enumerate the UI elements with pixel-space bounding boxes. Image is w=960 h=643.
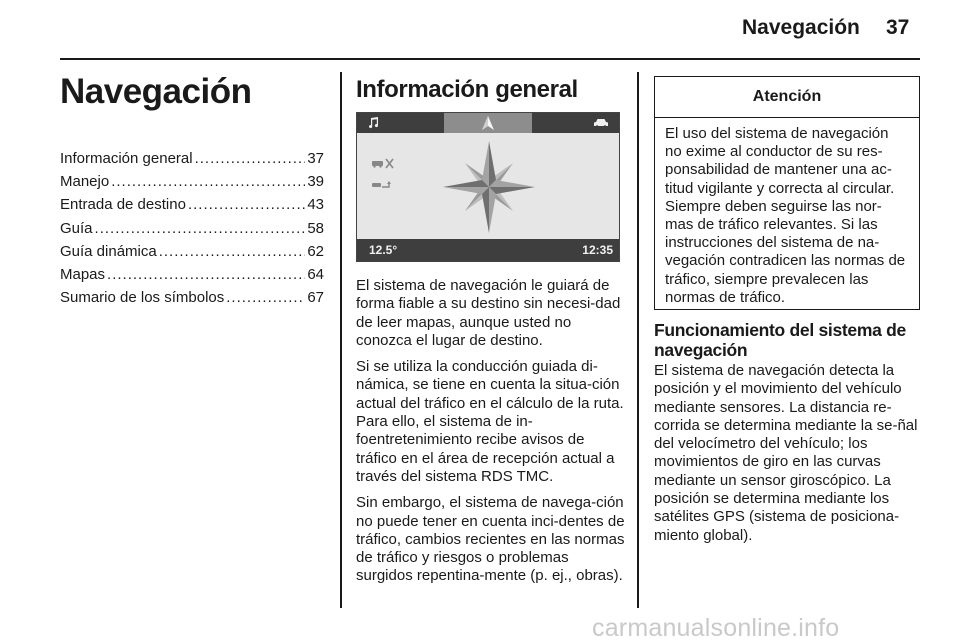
toc-entry-page: 64 — [307, 265, 324, 283]
toc-entry-label: Entrada de destino — [60, 196, 186, 214]
subsection-body: El sistema de navegación detecta la posición y el movimiento del vehículo mediante sensores. La distancia re-corrida se determina mediante la se-ñal del velocímetro del vehículo; los movimientos de giro en las curvas mediante un sensor giroscópico. La posición se determina mediante los satélites GPS (sistema de posiciona-miento global). — [654, 362, 918, 544]
toc-entry[interactable] — [60, 289, 324, 312]
toc-entry-label: Guía dinámica — [60, 242, 157, 260]
toc-entry-page: 67 — [307, 289, 324, 307]
body-paragraph: Sin embargo, el sistema de navega-ción no puede tener en cuenta inci-dentes de tráfico, cambios recientes en las normas de tráfico y riesgos o problemas surgidos repentina-mente (p. ej., obras). — [356, 494, 625, 585]
toc-entry-page: 37 — [307, 150, 324, 167]
column-divider-right — [637, 72, 639, 608]
subsection-title: Funcionamiento del sistema de navegación — [654, 320, 906, 360]
screen-clock: 12:35 — [582, 243, 613, 257]
toc-leader-dots — [95, 220, 306, 237]
body-paragraph: El sistema de navegación le guiará de forma fiable a su destino sin necesi-dad de leer mapas, aunque usted no conozca el lugar de destino. — [356, 277, 621, 349]
toc-entry-label: Manejo — [60, 173, 110, 191]
running-header-title: Navegación — [742, 16, 860, 39]
screen-temperature: 12.5° — [369, 243, 398, 257]
toc-entry-page: 43 — [307, 196, 324, 214]
toc-entry-label: Mapas — [60, 265, 106, 283]
route-icon — [372, 181, 391, 187]
notice-text: El uso del sistema de navegación no exime al conductor de su res-ponsabilidad de mantener una ac-titud vigilante y correcta al circular. Siempre deben seguirse las nor-mas de tráfico relevantes. Si las instrucciones del sistema de na-vegación contradicen las normas de tráfico, siempre prevalecen las normas de tráfico. — [665, 125, 906, 306]
warning-notice-box — [654, 76, 920, 310]
toc-entry[interactable] — [60, 243, 324, 266]
toc-leader-dots — [195, 150, 306, 167]
screen-top-bar — [357, 113, 619, 133]
screen-side-icons — [371, 157, 405, 202]
body-paragraph: Si se utiliza la conducción guiada di-námica, se tiene en cuenta la situa-ción actual del tráfico en el cálculo de la ruta. Para ello, el sistema de in-foentretenimiento recibe avisos de tráfico en el área de recepción actual a través del sistema RDS TMC. — [356, 358, 624, 485]
car-icon — [532, 113, 619, 133]
screen-status-bar — [357, 239, 619, 261]
notice-title: Atención — [655, 77, 919, 118]
compass-rose-icon — [441, 139, 537, 240]
toc-entry-label: Guía — [60, 219, 93, 237]
navigation-arrow-icon — [444, 113, 531, 133]
header-divider — [60, 58, 920, 60]
traffic-off-icon — [372, 159, 393, 168]
toc-leader-dots — [226, 289, 305, 306]
navigation-screen-illustration — [356, 112, 620, 262]
toc-entry-page: 39 — [307, 173, 324, 191]
toc-entry[interactable] — [60, 150, 324, 173]
section-body — [356, 277, 626, 594]
page-number: 37 — [886, 16, 910, 39]
toc-entry[interactable] — [60, 173, 324, 196]
toc-entry-label: Información general — [60, 150, 193, 167]
toc-leader-dots — [107, 266, 305, 283]
toc-entry-page: 62 — [307, 242, 324, 260]
toc-entry-page: 58 — [307, 219, 324, 237]
chapter-title: Navegación — [60, 72, 252, 111]
toc-leader-dots — [188, 196, 305, 213]
toc-entry[interactable] — [60, 220, 324, 243]
toc-entry[interactable] — [60, 266, 324, 289]
table-of-contents — [60, 150, 324, 312]
toc-leader-dots — [111, 173, 305, 190]
toc-leader-dots — [159, 243, 306, 260]
toc-entry[interactable] — [60, 196, 324, 219]
watermark: carmanualsonline.info — [592, 614, 840, 642]
section-title: Información general — [356, 76, 578, 103]
music-note-icon — [357, 113, 444, 133]
toc-entry-label: Sumario de los símbolos — [60, 289, 225, 307]
column-divider-left — [340, 72, 342, 608]
